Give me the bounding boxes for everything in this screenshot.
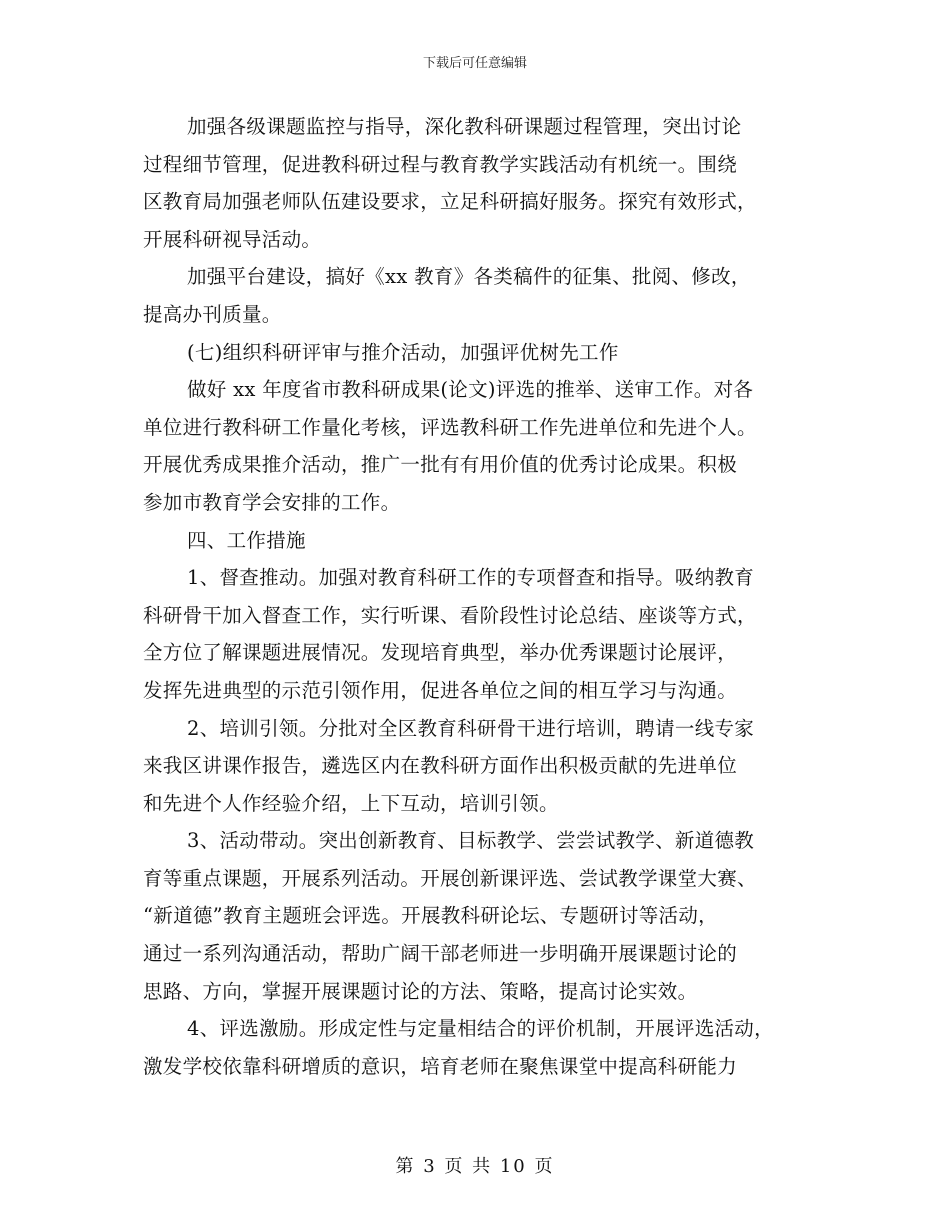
text-line: 4、评选激励。形成定性与定量相结合的评价机制，开展评选活动， (187, 1017, 774, 1041)
text-line: “新道德”教育主题班会评选。开展教科研论坛、专题研讨等活动， (143, 904, 718, 928)
text-line: 加强平台建设，搞好《xx 教育》各类稿件的征集、批阅、修改， (187, 265, 751, 289)
text-line: 2、培训引领。分批对全区教育科研骨干进行培训，聘请一线专家 (187, 716, 755, 740)
text-line: 3、活动带动。突出创新教育、目标教学、尝尝试教学、新道德教 (187, 829, 755, 853)
text-line: 思路、方向，掌握开展课题讨论的方法、策略，提高讨论实效。 (143, 979, 698, 1003)
text-line: 开展科研视导活动。 (143, 227, 322, 251)
text-line: 激发学校依靠科研增质的意识，培育老师在聚焦课堂中提高科研能力 (143, 1054, 738, 1078)
document-body (143, 108, 818, 1085)
page-footer: 第 3 页 共 10 页 (395, 1156, 555, 1177)
text-line: 做好 xx 年度省市教科研成果(论文)评选的推举、送审工作。对各 (187, 378, 754, 402)
text-line: 通过一系列沟通活动，帮助广阔干部老师进一步明确开展课题讨论的 (143, 942, 738, 966)
text-line: (七)组织科研评审与推介活动，加强评优树先工作 (187, 340, 619, 364)
text-line: 科研骨干加入督查工作，实行听课、看阶段性讨论总结、座谈等方式， (143, 603, 757, 627)
text-line: 四、工作措施 (187, 528, 306, 552)
text-line: 参加市教育学会安排的工作。 (143, 490, 401, 514)
text-line: 育等重点课题，开展系列活动。开展创新课评选、尝试教学课堂大赛、 (143, 866, 757, 890)
text-line: 单位进行教科研工作量化考核，评选教科研工作先进单位和先进个人。 (143, 415, 757, 439)
text-line: 全方位了解课题进展情况。发现培育典型，举办优秀课题讨论展评， (143, 641, 738, 665)
text-line: 1、督查推动。加强对教育科研工作的专项督查和指导。吸纳教育 (187, 566, 755, 590)
text-line: 区教育局加强老师队伍建设要求，立足科研搞好服务。探究有效形式， (143, 190, 757, 214)
text-line: 提高办刊质量。 (143, 302, 282, 326)
text-line: 发挥先进典型的示范引领作用，促进各单位之间的相互学习与沟通。 (143, 678, 738, 702)
text-line: 过程细节管理，促进教科研过程与教育教学实践活动有机统一。围绕 (143, 152, 738, 176)
text-line: 和先进个人作经验介绍，上下互动，培训引领。 (143, 791, 559, 815)
page-header: 下载后可任意编辑 (422, 56, 527, 71)
text-line: 加强各级课题监控与指导，深化教科研课题过程管理，突出讨论 (187, 115, 742, 138)
text-line: 来我区讲课作报告，遴选区内在教科研方面作出积极贡献的先进单位 (143, 754, 738, 778)
text-line: 开展优秀成果推介活动，推广一批有有用价值的优秀讨论成果。积极 (143, 453, 738, 477)
